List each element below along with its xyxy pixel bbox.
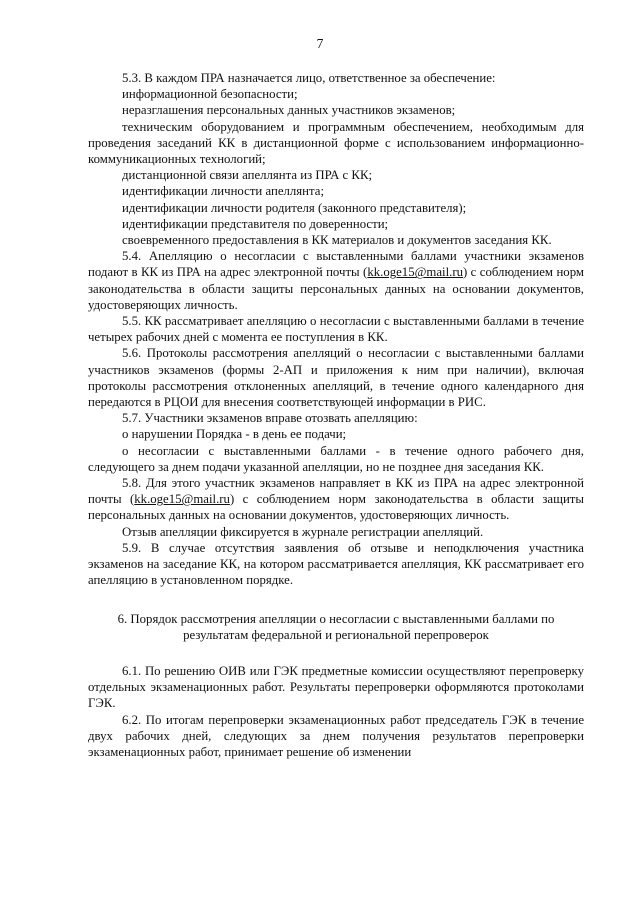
- email-link[interactable]: kk.oge15@mail.ru: [367, 265, 463, 280]
- paragraph-5-8-note: Отзыв апелляции фиксируется в журнале регистрации апелляций.: [122, 524, 484, 539]
- paragraph-5-3: 5.3. В каждом ПРА назначается лицо, ответственное за обеспечение:: [122, 71, 496, 85]
- paragraph-5-3-item: информационной безопасности;: [122, 87, 298, 102]
- paragraph-5-7-item: о несогласии с выставленными баллами - в течение одного рабочего дня, следующего за днем подачи указанной апелляции, но не позднее дня заседания КК.: [88, 443, 584, 474]
- paragraph-5-3-item: техническим оборудованием и программным обеспечением, необходимым для проведения заседаний КК в дистанционной форме с использованием информационно-коммуникационных технологий;: [88, 119, 584, 167]
- paragraph-5-9: 5.9. В случае отсутствия заявления об отзыве и неподключения участника экзаменов на заседание КК, на котором рассматривается апелляция, КК рассматривает его апелляцию в установленном порядке.: [88, 540, 584, 588]
- paragraph-5-4-text-end: ) с соблюдением норм законодательства в области защиты персональных данных на основании документов, удостоверяющих личность.: [88, 265, 584, 312]
- section-6-heading-line: результатам федеральной и региональной перепроверок: [183, 627, 489, 642]
- paragraph-6-2: 6.2. По итогам перепроверки экзаменационных работ председатель ГЭК в течение двух рабочих дней, следующих за днем получения результатов перепроверки экзаменационных работ, принимает решение об изменении: [88, 712, 584, 759]
- section-6-heading: [88, 611, 584, 643]
- paragraph-5-3-item: дистанционной связи апеллянта из ПРА с КК;: [122, 168, 373, 183]
- paragraph-5-8-text-start: 5.8. Для этого участник экзаменов направляет в КК из ПРА на адрес электронной почты (: [88, 476, 584, 507]
- paragraph-5-3-item: идентификации представителя по доверенности;: [122, 216, 389, 231]
- paragraph-5-4-text-start: 5.4. Апелляцию о несогласии с выставленными баллами участники экзаменов подают в КК из ПРА на адрес электронной почты (: [88, 249, 584, 280]
- paragraph-6-1: 6.1. По решению ОИВ или ГЭК предметные комиссии осуществляют перепроверку отдельных экзаменационных работ. Результаты перепроверки оформляются протоколами ГЭК.: [88, 663, 584, 711]
- paragraph-5-3-item: идентификации личности апеллянта;: [122, 184, 325, 199]
- paragraph-5-6: 5.6. Протоколы рассмотрения апелляций о несогласии с выставленными баллами участников экзаменов (формы 2-АП и приложения к ним при наличии), включая протоколы рассмотрения отклоненных апелляций, в течение одного календарного дня передаются в РЦОИ для внесения соответствующей информации в РИС.: [88, 346, 584, 410]
- paragraph-5-3-item: идентификации личности родителя (законного представителя);: [122, 200, 467, 215]
- section-6-heading-line: 6. Порядок рассмотрения апелляции о несогласии с выставленными баллами по: [117, 611, 555, 626]
- email-link[interactable]: kk.oge15@mail.ru: [134, 492, 230, 507]
- paragraph-5-8: [88, 475, 584, 524]
- paragraph-5-4: [88, 248, 584, 313]
- paragraph-5-7-item: о нарушении Порядка - в день ее подачи;: [122, 427, 347, 442]
- document-body: [88, 70, 584, 760]
- paragraph-5-3-item: неразглашения персональных данных участников экзаменов;: [122, 103, 456, 118]
- paragraph-5-5: 5.5. КК рассматривает апелляцию о несогласии с выставленными баллами в течение четырех рабочих дней с момента ее поступления в КК.: [88, 314, 584, 345]
- page-number: 7: [316, 36, 324, 51]
- paragraph-5-7: 5.7. Участники экзаменов вправе отозвать апелляцию:: [122, 411, 418, 426]
- paragraph-5-8-text-end: ) с соблюдением норм законодательства в области защиты персональных данных на основании документов, удостоверяющих личность.: [88, 492, 584, 523]
- paragraph-5-3-item: своевременного предоставления в КК материалов и документов заседания КК.: [122, 233, 552, 248]
